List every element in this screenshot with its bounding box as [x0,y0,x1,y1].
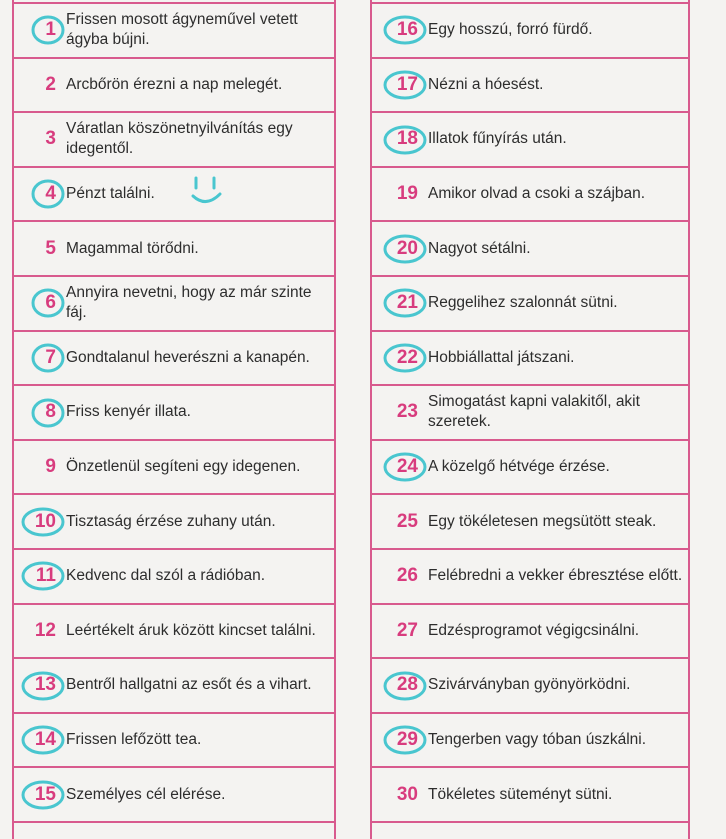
item-number: 1 [45,19,56,41]
item-number: 15 [34,783,56,805]
list-item-3 [12,112,334,167]
row-divider [12,548,336,550]
item-number: 3 [45,128,56,150]
list-item-2 [12,58,334,113]
list-item-21 [370,276,690,331]
row-divider [370,57,690,59]
row-divider [12,603,336,605]
row-divider [12,657,336,659]
item-number: 28 [396,674,418,696]
item-text: Simogatást kapni valakitől, akit szeretek. [428,393,640,431]
row-divider [370,275,690,277]
item-number: 26 [396,565,418,587]
item-text: Gondtalanul heverészni a kanapén. [66,348,310,366]
list-item-6 [12,276,334,331]
list-item-9 [12,440,334,495]
row-divider [12,57,336,59]
item-text: Frissen lefőzött tea. [66,731,202,749]
list-item-14 [12,713,334,768]
item-text: Magammal törődni. [66,239,199,257]
item-number: 7 [45,346,56,368]
item-number: 30 [396,783,418,805]
item-number: 21 [396,292,418,314]
item-number: 4 [45,183,56,205]
top-border [370,2,690,4]
item-text: Önzetlenül segíteni egy idegenen. [66,458,301,476]
item-number: 9 [45,456,56,478]
row-divider [12,111,336,113]
list-item-10 [12,494,334,549]
item-number: 8 [45,401,56,423]
item-text: Bentről hallgatni az esőt és a vihart. [66,676,312,694]
row-divider [370,603,690,605]
item-number: 18 [396,128,418,150]
row-divider [370,712,690,714]
item-text: Leértékelt áruk között kincset találni. [66,621,316,639]
list-item-15 [12,767,334,822]
item-text: Egy tökéletesen megsütött steak. [428,512,657,530]
row-divider [12,439,336,441]
item-text: Pénzt találni. [66,185,155,203]
item-text: Tengerben vagy tóban úszkálni. [428,731,647,749]
row-divider [370,821,690,823]
item-number: 6 [45,292,56,314]
row-divider [12,166,336,168]
list-item-12 [12,604,334,659]
list-item-5 [12,221,334,276]
item-text: Egy hosszú, forró fürdő. [428,21,593,39]
list-item-24 [370,440,690,495]
item-number: 14 [34,729,56,751]
list-item-20 [370,221,690,276]
list-item-16 [370,3,690,58]
list-item-7 [12,331,334,386]
row-divider [370,166,690,168]
item-text: Reggelihez szalonnát sütni. [428,294,618,312]
row-divider [370,111,690,113]
item-number: 10 [34,510,56,532]
item-text: Frissen mosott ágyneművel vetett ágyba bújni. [66,11,298,49]
item-text: Illatok fűnyírás után. [428,130,567,148]
top-border [12,2,336,4]
row-divider [12,821,336,823]
list-item-30 [370,767,690,822]
row-divider [370,220,690,222]
row-divider [12,493,336,495]
list-item-25 [370,494,690,549]
list-item-23 [370,385,690,440]
item-number: 12 [34,619,56,641]
item-number: 29 [396,729,418,751]
item-number: 22 [396,346,418,368]
row-divider [370,766,690,768]
list-item-27 [370,604,690,659]
row-divider [12,220,336,222]
list-item-26 [370,549,690,604]
item-number: 24 [396,456,418,478]
list-item-13 [12,658,334,713]
item-number: 13 [34,674,56,696]
row-divider [12,275,336,277]
item-text: Nézni a hóesést. [428,75,544,93]
row-divider [370,493,690,495]
item-text: Arcbőrön érezni a nap melegét. [66,75,283,93]
item-text: Felébredni a vekker ébresztése előtt. [428,567,683,585]
row-divider [370,548,690,550]
list-item-11 [12,549,334,604]
item-text: Tisztaság érzése zuhany után. [66,512,276,530]
row-divider [12,766,336,768]
item-text: A közelgő hétvége érzése. [428,458,610,476]
item-number: 5 [45,237,56,259]
list-item-18 [370,112,690,167]
item-number: 11 [35,565,56,587]
list-item-4 [12,167,334,222]
item-number: 17 [396,73,418,95]
item-text: Hobbiállattal játszani. [428,348,575,366]
item-number: 16 [396,19,418,41]
item-text: Kedvenc dal szól a rádióban. [66,567,266,585]
list-item-19 [370,167,690,222]
item-number: 27 [396,619,418,641]
item-text: Amikor olvad a csoki a szájban. [428,185,646,203]
row-divider [12,712,336,714]
row-divider [12,384,336,386]
item-text: Edzésprogramot végigcsinálni. [428,621,640,639]
list-item-1 [12,3,334,58]
list-item-22 [370,331,690,386]
row-divider [370,439,690,441]
item-text: Szivárványban gyönyörködni. [428,676,631,694]
row-divider [370,657,690,659]
row-divider [370,330,690,332]
list-item-17 [370,58,690,113]
list-item-8 [12,385,334,440]
item-text: Váratlan köszönetnyilvánítás egy idegentől. [66,120,293,158]
row-divider [12,330,336,332]
item-text: Annyira nevetni, hogy az már szinte fáj. [66,284,312,322]
row-divider [370,384,690,386]
item-text: Friss kenyér illata. [66,403,191,421]
item-number: 25 [396,510,418,532]
item-number: 23 [396,401,418,423]
item-text: Tökéletes süteményt sütni. [428,785,613,803]
item-number: 20 [396,237,418,259]
item-text: Személyes cél elérése. [66,785,226,803]
list-item-29 [370,713,690,768]
item-number: 2 [45,73,56,95]
item-number: 19 [396,183,418,205]
item-text: Nagyot sétálni. [428,239,531,257]
list-item-28 [370,658,690,713]
